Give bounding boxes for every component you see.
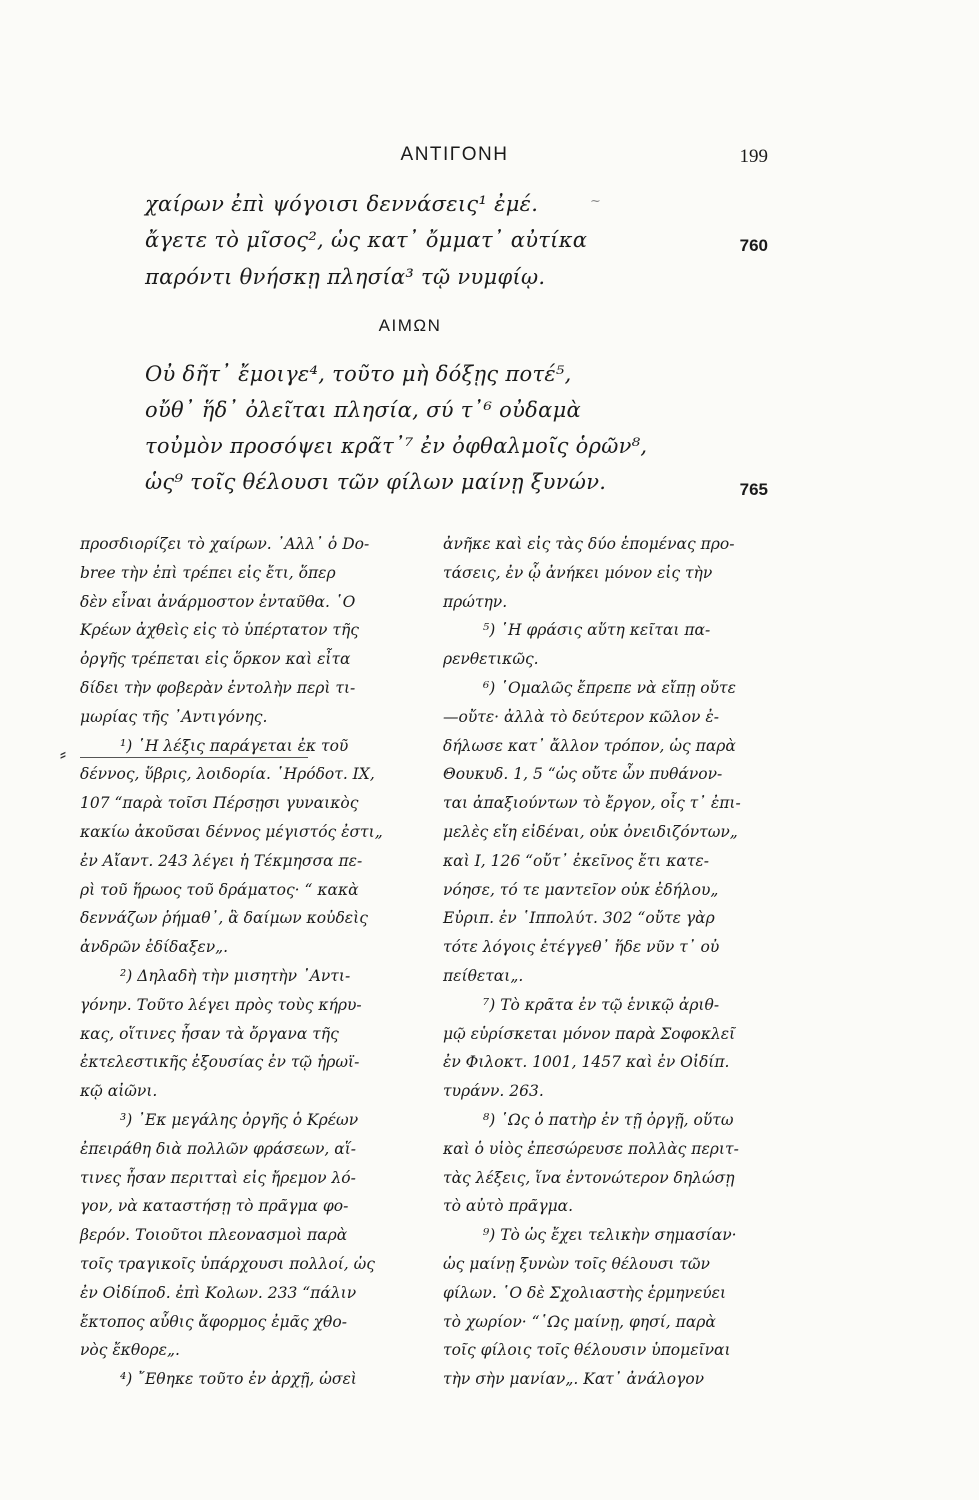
footnote-line: ρενθετικῶς.	[443, 650, 539, 669]
speaker-name: ΑΙΜΩΝ	[378, 316, 442, 335]
handwritten-margin-mark: ⸗	[60, 744, 66, 764]
footnote-line: κῷ αἰῶνι.	[80, 1082, 158, 1101]
footnote-line: ὀργῆς τρέπεται εἰς ὅρκον καὶ εἶτα	[80, 650, 351, 669]
footnote-line: Κρέων ἀχθεὶς εἰς τὸ ὑπέρτατον τῆς	[80, 621, 359, 640]
footnote-line: ἀνῆκε καὶ εἰς τὰς δύο ἑπομένας προ-	[443, 535, 735, 553]
footnote-line: τὸ χωρίον· “῾Ως μαίνῃ, φησί, παρὰ	[443, 1312, 716, 1331]
footnote-line: 107 “παρὰ τοῖσι Πέρσῃσι γυναικὸς	[80, 794, 359, 813]
footnote-line: νὸς ἔκθορε„.	[80, 1341, 180, 1360]
footnote-line: —οὔτε· ἀλλὰ τὸ δεύτερον κῶλον ἐ-	[443, 707, 719, 726]
verse-line: Οὐ δῆτ᾿ ἔμοιγε⁴, τοῦτο μὴ δόξῃς ποτέ⁵,	[145, 362, 572, 386]
footnote-line: γόνην. Τοῦτο λέγει πρὸς τοὺς κήρυ-	[80, 995, 362, 1014]
footnote-line: δέννος, ὕβρις, λοιδορία. ῾Ηρόδοτ. IX,	[80, 765, 375, 784]
footnote-line: καὶ ὁ υἱὸς ἐπεσώρευσε πολλὰς περιτ-	[443, 1139, 739, 1158]
verse-line: χαίρων ἐπὶ ψόγοισι δεννάσεις¹ ἐμέ.	[145, 192, 539, 216]
footnote-line: Εὐριπ. ἐν ῾Ιππολύτ. 302 “οὔτε γὰρ	[443, 909, 715, 928]
footnote-line: κακίω ἀκοῦσαι δέννος μέγιστός ἐστι„	[80, 822, 383, 841]
verse-line: οὔθ᾿ ἥδ᾿ ὀλεῖται πλησία, σύ τ᾿⁶ οὐδαμὰ	[145, 398, 582, 422]
footnotes-right-column	[443, 530, 763, 1394]
footnotes-left-column	[80, 530, 400, 1394]
footnote-line: τινες ἦσαν περιτταὶ εἰς ἤρεμον λό-	[80, 1168, 356, 1187]
line-number-765: 765	[739, 480, 768, 499]
footnote-line: καὶ Ι, 126 “οὔτ᾿ ἐκεῖνος ἔτι κατε-	[443, 851, 709, 870]
footnote-line: μελὲς εἴη εἰδέναι, οὐκ ὀνειδιζόντων„	[443, 822, 738, 841]
footnote-line: τὰς λέξεις, ἵνα ἐντονώτερον δηλώσῃ	[443, 1168, 735, 1187]
footnote-line: ἔκτοπος αὖθις ἄφορμος ἐμᾶς χθο-	[80, 1312, 347, 1331]
footnote-line: ἀνδρῶν ἐδίδαξεν„.	[80, 938, 229, 957]
footnote-line: ἐν Αἴαντ. 243 λέγει ἡ Τέκμησσα πε-	[80, 851, 363, 870]
footnote-line: δὲν εἶναι ἀνάρμοστον ἐνταῦθα. ῾Ο	[80, 592, 356, 611]
footnote-line: φίλων. ῾Ο δὲ Σχολιαστὴς ἑρμηνεύει	[443, 1283, 727, 1302]
handwritten-mark: ~	[590, 194, 601, 209]
footnote-line: ²) Δηλαδὴ τὴν μισητὴν ᾿Αντι-	[120, 966, 351, 985]
footnote-line: ³) ᾿Εκ μεγάλης ὀργῆς ὁ Κρέων	[120, 1110, 359, 1129]
footnote-line: bree τὴν ἐπὶ τρέπει εἰς ἔτι, ὅπερ	[80, 563, 336, 582]
footnote-line: ⁷) Τὸ κρᾶτα ἐν τῷ ἑνικῷ ἀριθ-	[483, 995, 720, 1014]
running-header-title: ΑΝΤΙΓΟΝΗ	[400, 144, 509, 165]
footnote-line: δήλωσε κατ᾿ ἄλλον τρόπον, ὡς παρὰ	[443, 736, 736, 755]
footnote-line: τάσεις, ἐν ᾧ ἀνήκει μόνον εἰς τὴν	[443, 563, 713, 582]
footnote-line: ὡς μαίνῃ ξυνὼν τοῖς θέλουσι τῶν	[443, 1254, 710, 1273]
page-number: 199	[739, 146, 768, 167]
verse-line: τοὐμὸν προσόψει κρᾶτ᾿⁷ ἐν ὀφθαλμοῖς ὁρῶν⁸,	[145, 434, 648, 458]
footnote-line: Θουκυδ. 1, 5 “ὡς οὔτε ὧν πυθάνον-	[443, 765, 723, 784]
footnote-line: ⁸) ῾Ως ὁ πατὴρ ἐν τῇ ὀργῇ, οὕτω	[483, 1110, 734, 1129]
footnote-line: τυράνν. 263.	[443, 1082, 544, 1101]
footnote-line: ⁶) ῾Ομαλῶς ἔπρεπε νὰ εἴπῃ οὔτε	[483, 678, 736, 697]
footnote-line: νόησε, τό τε μαντεῖον οὐκ ἐδήλου„	[443, 880, 719, 899]
footnote-line: ἐκτελεστικῆς ἐξουσίας ἐν τῷ ἡρωϊ-	[80, 1053, 360, 1072]
footnote-line: προσδιορίζει τὸ χαίρων. ᾿Αλλ᾿ ὁ Do-	[80, 535, 370, 553]
footnote-line: τότε λόγοις ἐτέγγεθ᾿ ἥδε νῦν τ᾿ οὐ	[443, 938, 720, 957]
footnote-line: ρὶ τοῦ ἥρωος τοῦ δράματος· “ κακὰ	[80, 880, 359, 899]
footnote-line: μῷ εὑρίσκεται μόνον παρὰ Σοφοκλεῖ	[443, 1024, 736, 1043]
footnote-line: ται ἀπαξιούντων τὸ ἔργον, οἷς τ᾿ ἐπι-	[443, 794, 741, 813]
footnote-line: ⁹) Τὸ ὡς ἔχει τελικὴν σημασίαν·	[483, 1226, 737, 1245]
footnote-line: ⁵) ῾Η φράσις αὕτη κεῖται πα-	[483, 621, 711, 640]
verse-line: παρόντι θνήσκῃ πλησία³ τῷ νυμφίῳ.	[145, 265, 546, 289]
footnote-line: τοῖς φίλοις τοῖς θέλουσιν ὑπομεῖναι	[443, 1341, 731, 1360]
footnote-line: ἐπειράθη διὰ πολλῶν φράσεων, αἵ-	[80, 1139, 357, 1158]
footnote-line: ἐν Οἰδίποδ. ἐπὶ Κολων. 233 “πάλιν	[80, 1283, 357, 1302]
verse-line: ἄγετε τὸ μῖσος², ὡς κατ᾿ ὄμματ᾿ αὐτίκα	[145, 228, 588, 252]
footnote-line: ¹) ῾Η λέξις παράγεται ἐκ τοῦ	[120, 736, 349, 755]
line-number-760: 760	[739, 236, 768, 255]
footnote-line: δεννάζων ῥήμαθ᾿, ἃ δαίμων κοὐδεὶς	[80, 909, 368, 928]
footnote-line: γον, νὰ καταστήσῃ τὸ πρᾶγμα φο-	[80, 1197, 349, 1216]
footnote-line: δίδει τὴν φοβερὰν ἐντολὴν περὶ τι-	[80, 678, 356, 697]
footnote-line: μωρίας τῆς ᾿Αντιγόνης.	[80, 707, 268, 726]
footnote-line: βερόν. Τοιοῦτοι πλεονασμοὶ παρὰ	[80, 1226, 348, 1245]
footnote-line: τὴν σὴν μανίαν„. Κατ᾿ ἀνάλογον	[443, 1370, 705, 1389]
footnote-line: ⁴) ῎Εθηκε τοῦτο ἐν ἀρχῇ, ὡσεὶ	[120, 1370, 357, 1389]
footnote-line: ἐν Φιλοκτ. 1001, 1457 καὶ ἐν Οἰδίπ.	[443, 1053, 730, 1072]
footnote-line: πείθεται„.	[443, 966, 524, 985]
footnote-line: τὸ αὐτὸ πρᾶγμα.	[443, 1197, 574, 1216]
footnote-line: κας, οἵτινες ἦσαν τὰ ὄργανα τῆς	[80, 1024, 339, 1043]
verse-line: ὡς⁹ τοῖς θέλουσι τῶν φίλων μαίνῃ ξυνών.	[145, 470, 607, 494]
footnote-line: πρώτην.	[443, 592, 508, 611]
footnote-line: τοῖς τραγικοῖς ὑπάρχουσι πολλοί, ὡς	[80, 1254, 375, 1273]
